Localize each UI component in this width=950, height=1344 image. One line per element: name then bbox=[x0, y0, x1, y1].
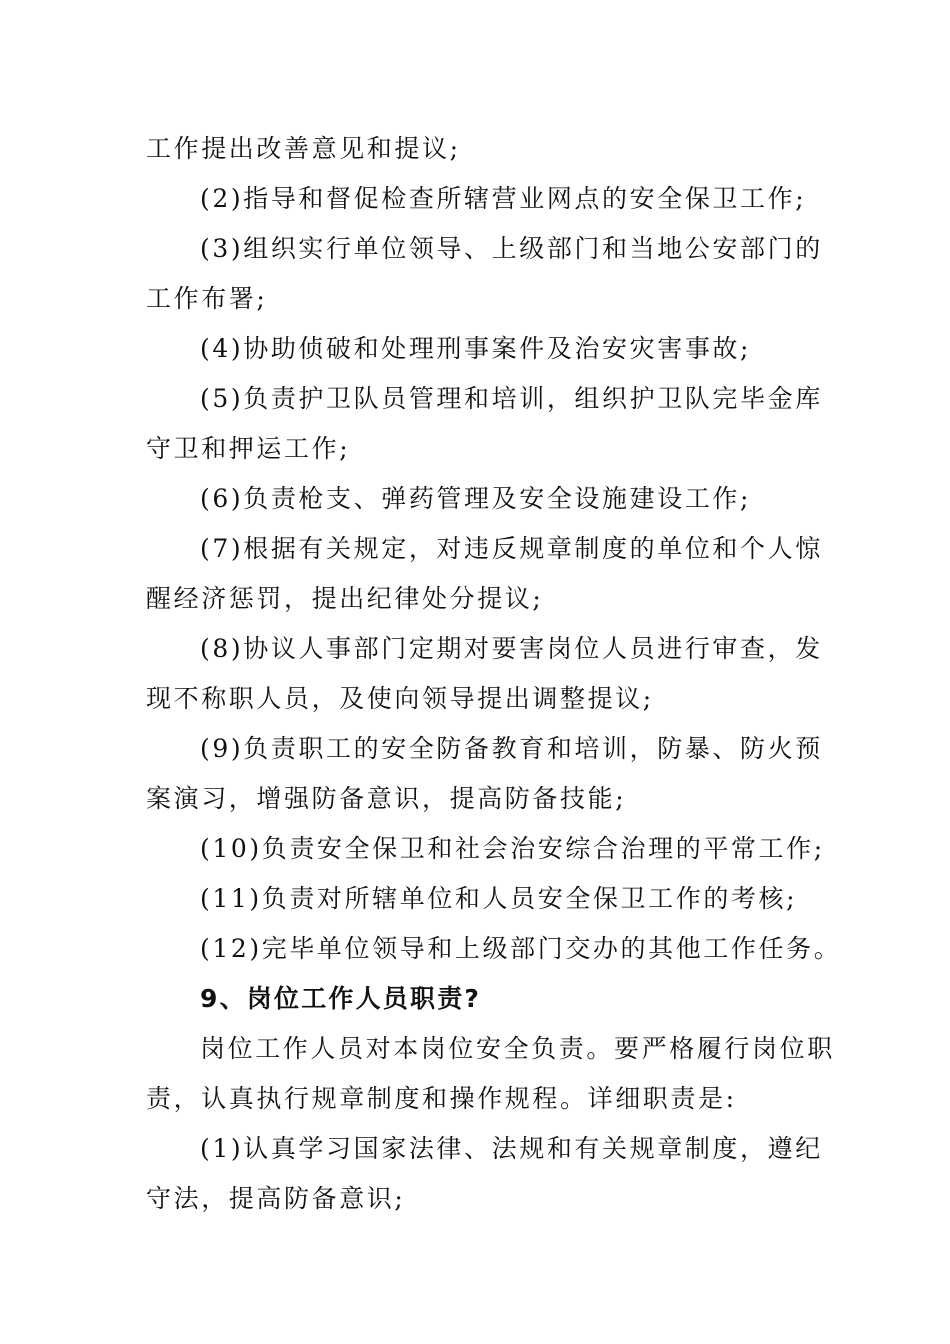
list-item: (9)负责职工的安全防备教育和培训，防暴、防火预 bbox=[200, 734, 823, 763]
list-item: (8)协议人事部门定期对要害岗位人员进行审查，发 bbox=[200, 634, 823, 663]
section-heading: 9、岗位工作人员职责? bbox=[200, 984, 482, 1013]
list-item: (2)指导和督促检查所辖营业网点的安全保卫工作; bbox=[200, 184, 807, 213]
paragraph-line: 醒经济惩罚，提出纪律处分提议; bbox=[146, 584, 544, 613]
list-item: (10)负责安全保卫和社会治安综合治理的平常工作; bbox=[200, 834, 825, 863]
paragraph-line: 责，认真执行规章制度和操作规程。详细职责是: bbox=[146, 1084, 737, 1113]
paragraph-line: 守法，提高防备意识; bbox=[146, 1184, 406, 1213]
paragraph-line: 守卫和押运工作; bbox=[146, 434, 351, 463]
paragraph-line: 工作布署; bbox=[146, 284, 268, 313]
paragraph-line: 岗位工作人员对本岗位安全负责。要严格履行岗位职 bbox=[200, 1034, 835, 1063]
list-item: (7)根据有关规定，对违反规章制度的单位和个人惊 bbox=[200, 534, 823, 563]
list-item: (5)负责护卫队员管理和培训，组织护卫队完毕金库 bbox=[200, 384, 823, 413]
paragraph-line: 工作提出改善意见和提议; bbox=[146, 134, 461, 163]
list-item: (6)负责枪支、弹药管理及安全设施建设工作; bbox=[200, 484, 752, 513]
paragraph-line: 案演习，增强防备意识，提高防备技能; bbox=[146, 784, 627, 813]
list-item: (12)完毕单位领导和上级部门交办的其他工作任务。 bbox=[200, 934, 842, 963]
paragraph-line: 现不称职人员，及使向领导提出调整提议; bbox=[146, 684, 654, 713]
list-item: (1)认真学习国家法律、法规和有关规章制度，遵纪 bbox=[200, 1134, 823, 1163]
list-item: (11)负责对所辖单位和人员安全保卫工作的考核; bbox=[200, 884, 798, 913]
list-item: (3)组织实行单位领导、上级部门和当地公安部门的 bbox=[200, 234, 823, 263]
list-item: (4)协助侦破和处理刑事案件及治安灾害事故; bbox=[200, 334, 752, 363]
